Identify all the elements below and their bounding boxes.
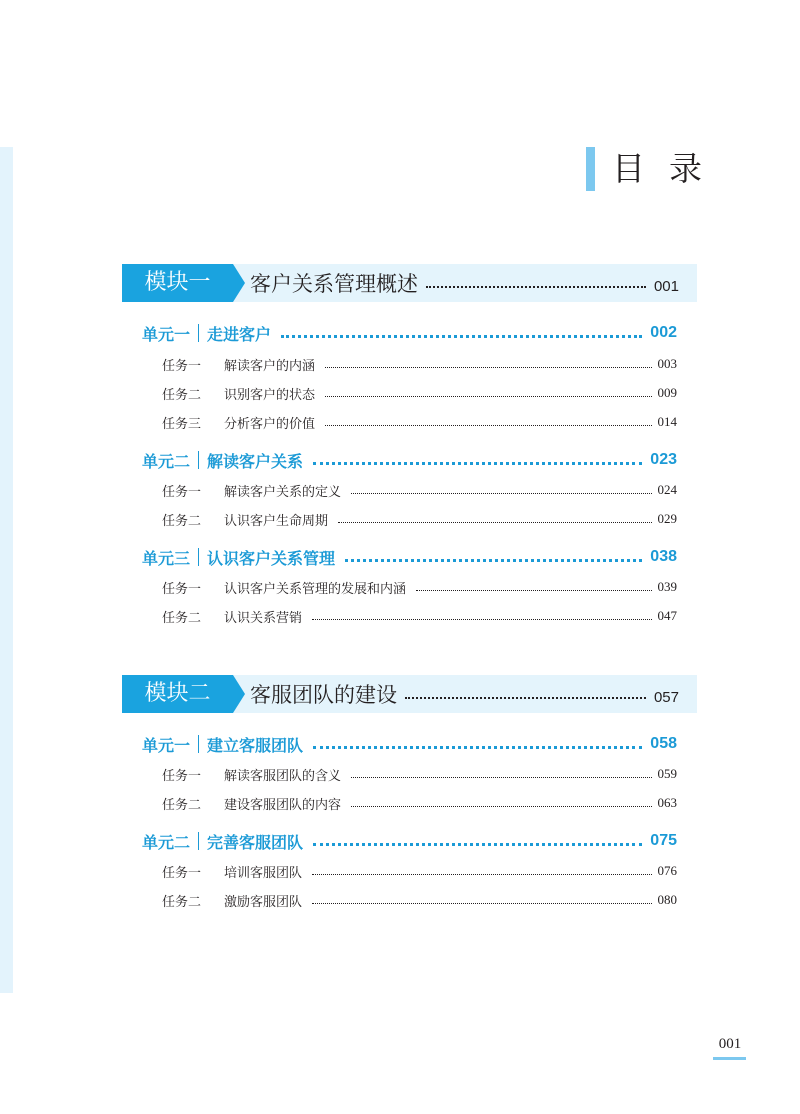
dot-leader: [351, 777, 651, 778]
task-title: 培训客服团队: [224, 865, 303, 881]
task-label: 任务二: [162, 894, 202, 910]
task-title: 建设客服团队的内容: [224, 797, 342, 813]
task-label: 任务二: [162, 610, 202, 626]
unit-separator: [198, 735, 199, 753]
dot-leader: [325, 396, 651, 397]
toc-unit-entry[interactable]: [142, 447, 677, 473]
task-title: 解读客户的内涵: [224, 358, 316, 374]
task-page-number: 063: [657, 795, 677, 810]
toc-task-entry[interactable]: [162, 411, 677, 433]
module-page-number: 001: [653, 277, 679, 295]
task-label: 任务一: [162, 358, 202, 374]
unit-page-number: 002: [650, 324, 677, 341]
dot-leader: [325, 425, 651, 426]
unit-label: 单元一: [142, 324, 191, 344]
dot-leader: [325, 367, 651, 368]
dot-leader: [351, 493, 651, 494]
module-header-2[interactable]: [122, 675, 697, 713]
dot-leader: [345, 559, 642, 562]
module-badge: 模块一: [122, 264, 233, 302]
task-label: 任务一: [162, 768, 202, 784]
unit-label: 单元二: [142, 451, 191, 471]
unit-separator: [198, 324, 199, 342]
dot-leader: [313, 843, 642, 846]
task-page-number: 047: [657, 608, 677, 623]
unit-page-number: 075: [650, 832, 677, 849]
toc-task-entry[interactable]: [162, 576, 677, 598]
module-page-number: 057: [653, 688, 679, 706]
toc-task-entry[interactable]: [162, 763, 677, 785]
unit-title: 完善客服团队: [207, 832, 304, 852]
task-page-number: 024: [657, 482, 677, 497]
toc-task-entry[interactable]: [162, 792, 677, 814]
module-badge: 模块二: [122, 675, 233, 713]
toc-task-entry[interactable]: [162, 479, 677, 501]
toc-task-entry[interactable]: [162, 508, 677, 530]
dot-leader: [312, 874, 651, 875]
task-page-number: 009: [657, 385, 677, 400]
dot-leader: [312, 903, 651, 904]
task-title: 激励客服团队: [224, 894, 303, 910]
unit-title: 认识客户关系管理: [207, 548, 336, 568]
task-page-number: 003: [657, 356, 677, 371]
task-title: 认识关系营销: [224, 610, 303, 626]
task-label: 任务三: [162, 416, 202, 432]
task-title: 解读客服团队的含义: [224, 768, 342, 784]
dot-leader: [338, 522, 651, 523]
page-title: 目录: [612, 149, 726, 188]
task-label: 任务二: [162, 797, 202, 813]
unit-separator: [198, 832, 199, 850]
toc-task-entry[interactable]: [162, 353, 677, 375]
title-accent-bar: [586, 147, 595, 191]
task-title: 认识客户生命周期: [224, 513, 329, 529]
dot-leader: [426, 286, 646, 288]
toc-task-entry[interactable]: [162, 889, 677, 911]
left-margin-strip: [0, 147, 13, 993]
toc-task-entry[interactable]: [162, 860, 677, 882]
task-label: 任务一: [162, 865, 202, 881]
task-page-number: 039: [657, 579, 677, 594]
dot-leader: [313, 746, 642, 749]
task-label: 任务二: [162, 513, 202, 529]
task-title: 分析客户的价值: [224, 416, 316, 432]
unit-title: 走进客户: [207, 324, 272, 344]
dot-leader: [405, 697, 646, 699]
unit-label: 单元一: [142, 735, 191, 755]
toc-unit-entry[interactable]: [142, 731, 677, 757]
dot-leader: [313, 462, 642, 465]
toc-unit-entry[interactable]: [142, 828, 677, 854]
unit-page-number: 058: [650, 735, 677, 752]
unit-separator: [198, 548, 199, 566]
unit-page-number: 023: [650, 451, 677, 468]
toc-task-entry[interactable]: [162, 605, 677, 627]
page-number-underline: [713, 1057, 746, 1060]
unit-separator: [198, 451, 199, 469]
task-label: 任务一: [162, 581, 202, 597]
unit-title: 解读客户关系: [207, 451, 304, 471]
toc-unit-entry[interactable]: [142, 544, 677, 570]
task-title: 解读客户关系的定义: [224, 484, 342, 500]
dot-leader: [312, 619, 651, 620]
dot-leader: [281, 335, 642, 338]
module-title: 客服团队的建设: [250, 683, 397, 707]
task-page-number: 076: [657, 863, 677, 878]
toc-task-entry[interactable]: [162, 382, 677, 404]
unit-label: 单元三: [142, 548, 191, 568]
dot-leader: [351, 806, 651, 807]
toc-unit-entry[interactable]: [142, 320, 677, 346]
page-number: 001: [718, 1036, 742, 1052]
task-title: 认识客户关系管理的发展和内涵: [224, 581, 407, 597]
task-label: 任务二: [162, 387, 202, 403]
module-title: 客户关系管理概述: [250, 272, 418, 296]
dot-leader: [416, 590, 651, 591]
unit-label: 单元二: [142, 832, 191, 852]
task-label: 任务一: [162, 484, 202, 500]
task-title: 识别客户的状态: [224, 387, 316, 403]
task-page-number: 080: [657, 892, 677, 907]
module-header-1[interactable]: [122, 264, 697, 302]
task-page-number: 059: [657, 766, 677, 781]
unit-page-number: 038: [650, 548, 677, 565]
unit-title: 建立客服团队: [207, 735, 304, 755]
task-page-number: 029: [657, 511, 677, 526]
task-page-number: 014: [657, 414, 677, 429]
